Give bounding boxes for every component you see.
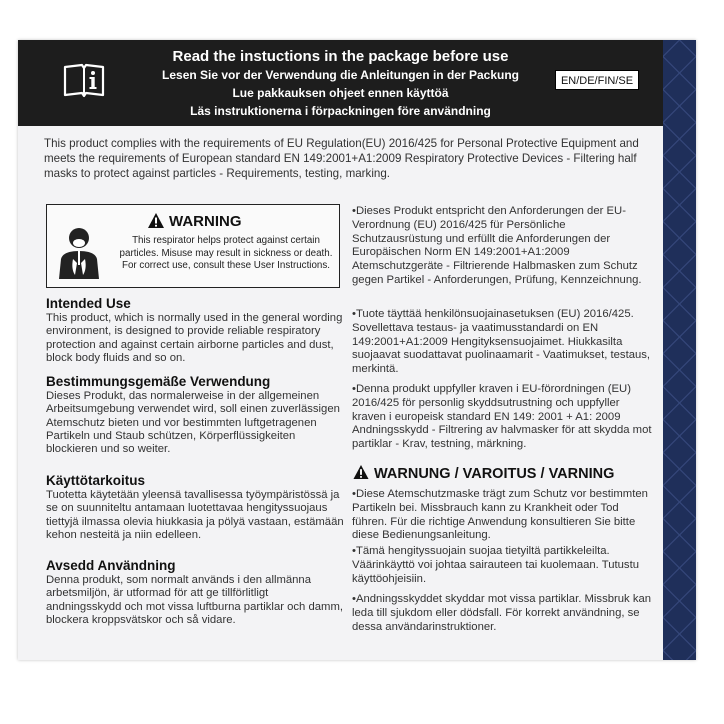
header-bar (18, 40, 663, 126)
diamond-pattern (663, 40, 696, 660)
intro-compliance-text: This product complies with the requirements of EU Regulation(EU) 2016/425 for Personal Protective Equipment and meets the requirements of European standard EN 149:2001+A1:2009 Respiratory Protective Devices - Filtering half masks to protect against particles - Requirements, testing, marking. (44, 137, 639, 180)
warning-title: WARNING (169, 213, 242, 230)
multi-warning-heading (352, 464, 652, 483)
multi-warning-se: •Andningsskyddet skyddar mot vissa partiklar. Missbruk kan leda till sjukdom eller dödsfall. För korrekt användning, se dessa användarinstruktioner. (352, 593, 652, 633)
section-text: Dieses Produkt, das normalerweise in der allgemeinen Arbeitsumgebung verwendet wird, soll einen zuverlässigen Atemschutz bieten und vor bestimmten luftgetragenen Partikeln und Staub schützen, Körperflüssigkeiten blockieren und so weiter. (46, 390, 340, 456)
section-heading: Käyttötarkoitus (46, 473, 146, 488)
multi-warning-de: •Diese Atemschutzmaske trägt zum Schutz vor bestimmten Partikeln bei. Missbrauch kann zu Krankheit oder Tod führen. Für die richtige Anwendung konsultieren Sie bitte diese Bedienungsanleitung. (352, 488, 648, 542)
section-avsedd-anvandning (46, 558, 346, 627)
warning-text: This respirator helps protect against certain particles. Misuse may result in sickness or death. For correct use, consult these User Instructions. (119, 235, 333, 271)
multi-warning-title: WARNUNG / VAROITUS / VARNING (374, 466, 615, 482)
header-line-se: Läs instruktionerna i förpackningen före användning (190, 104, 491, 118)
compliance-de: •Dieses Produkt entspricht den Anforderungen der EU-Verordnung (EU) 2016/425 für Persönliche Schutzausrüstung und erfüllt die Anforderungen der Europäischen Norm EN 149:2001+A1:2009 Atemschutzgeräte - Filtrierende Halbmasken zum Schutz gegen Partikel - Anforderungen, Prüfung, Kennzeichnung. (352, 205, 642, 286)
section-text: This product, which is normally used in the general wording environment, is designed to provide reliable respiratory protection and against certain airborne particles and dust, block body fluids and so on. (46, 312, 343, 364)
language-badge: EN/DE/FIN/SE (555, 70, 639, 90)
section-kayttotarkoitus (46, 473, 346, 542)
header-line-fi: Lue pakkauksen ohjeet ennen käyttöä (232, 86, 449, 100)
warning-box (46, 204, 340, 288)
warning-triangle-icon (352, 464, 370, 480)
section-text: Denna produkt, som normalt används i den allmänna arbetsmiljön, är utformad för att ge tillförlitligt andningsskydd och mot vissa luftburna partiklar och damm, blockera kroppsvätskor och så vidare. (46, 574, 344, 626)
warning-triangle-icon (147, 212, 165, 229)
header-line-de: Lesen Sie vor der Verwendung die Anleitungen in der Packung (162, 68, 519, 82)
section-bestimmungsgemaesse-verwendung (46, 374, 346, 456)
side-stripe (663, 40, 696, 660)
multi-warning-fi: •Tämä hengityssuojain suojaa tietyiltä partikkeleilta. Väärinkäyttö voi johtaa sairauteen tai kuolemaan. Tutustu käyttöohjeisiin. (352, 545, 639, 585)
section-heading: Bestimmungsgemäße Verwendung (46, 374, 271, 389)
section-intended-use (46, 296, 346, 365)
section-heading: Intended Use (46, 296, 131, 311)
section-heading: Avsedd Användning (46, 558, 176, 573)
section-text: Tuotetta käytetään yleensä tavallisessa työympäristössä ja se on suunniteltu antamaan luotettavaa hengityssuojaus tiettyjä ilmassa olevia hiukkasia ja pölyä vastaan, estämään kehon nesteitä ja niin edelleen. (46, 489, 344, 541)
compliance-fi: •Tuote täyttää henkilönsuojainasetuksen (EU) 2016/425. Sovellettava testaus- ja vaatimusstandardi on EN 149:2001+A1:2009 Hengityksensuojaimet. Hiukkasilta suojaavat suodattavat puolinaamarit - Vaatimukset, testaus, merkintä. (352, 308, 651, 376)
respirator-person-icon (53, 225, 105, 281)
header-line-en: Read the instuctions in the package before use (172, 48, 509, 65)
compliance-se: •Denna produkt uppfyller kraven i EU-förordningen (EU) 2016/425 för personlig skyddsutrustning och uppfyller kraven i europeisk standard EN 149: 2001 + A1: 2009 Andningsskydd - Filtrering av halvmasker för att skydda mot partiklar - Krav, testning, märkning. (352, 383, 652, 451)
